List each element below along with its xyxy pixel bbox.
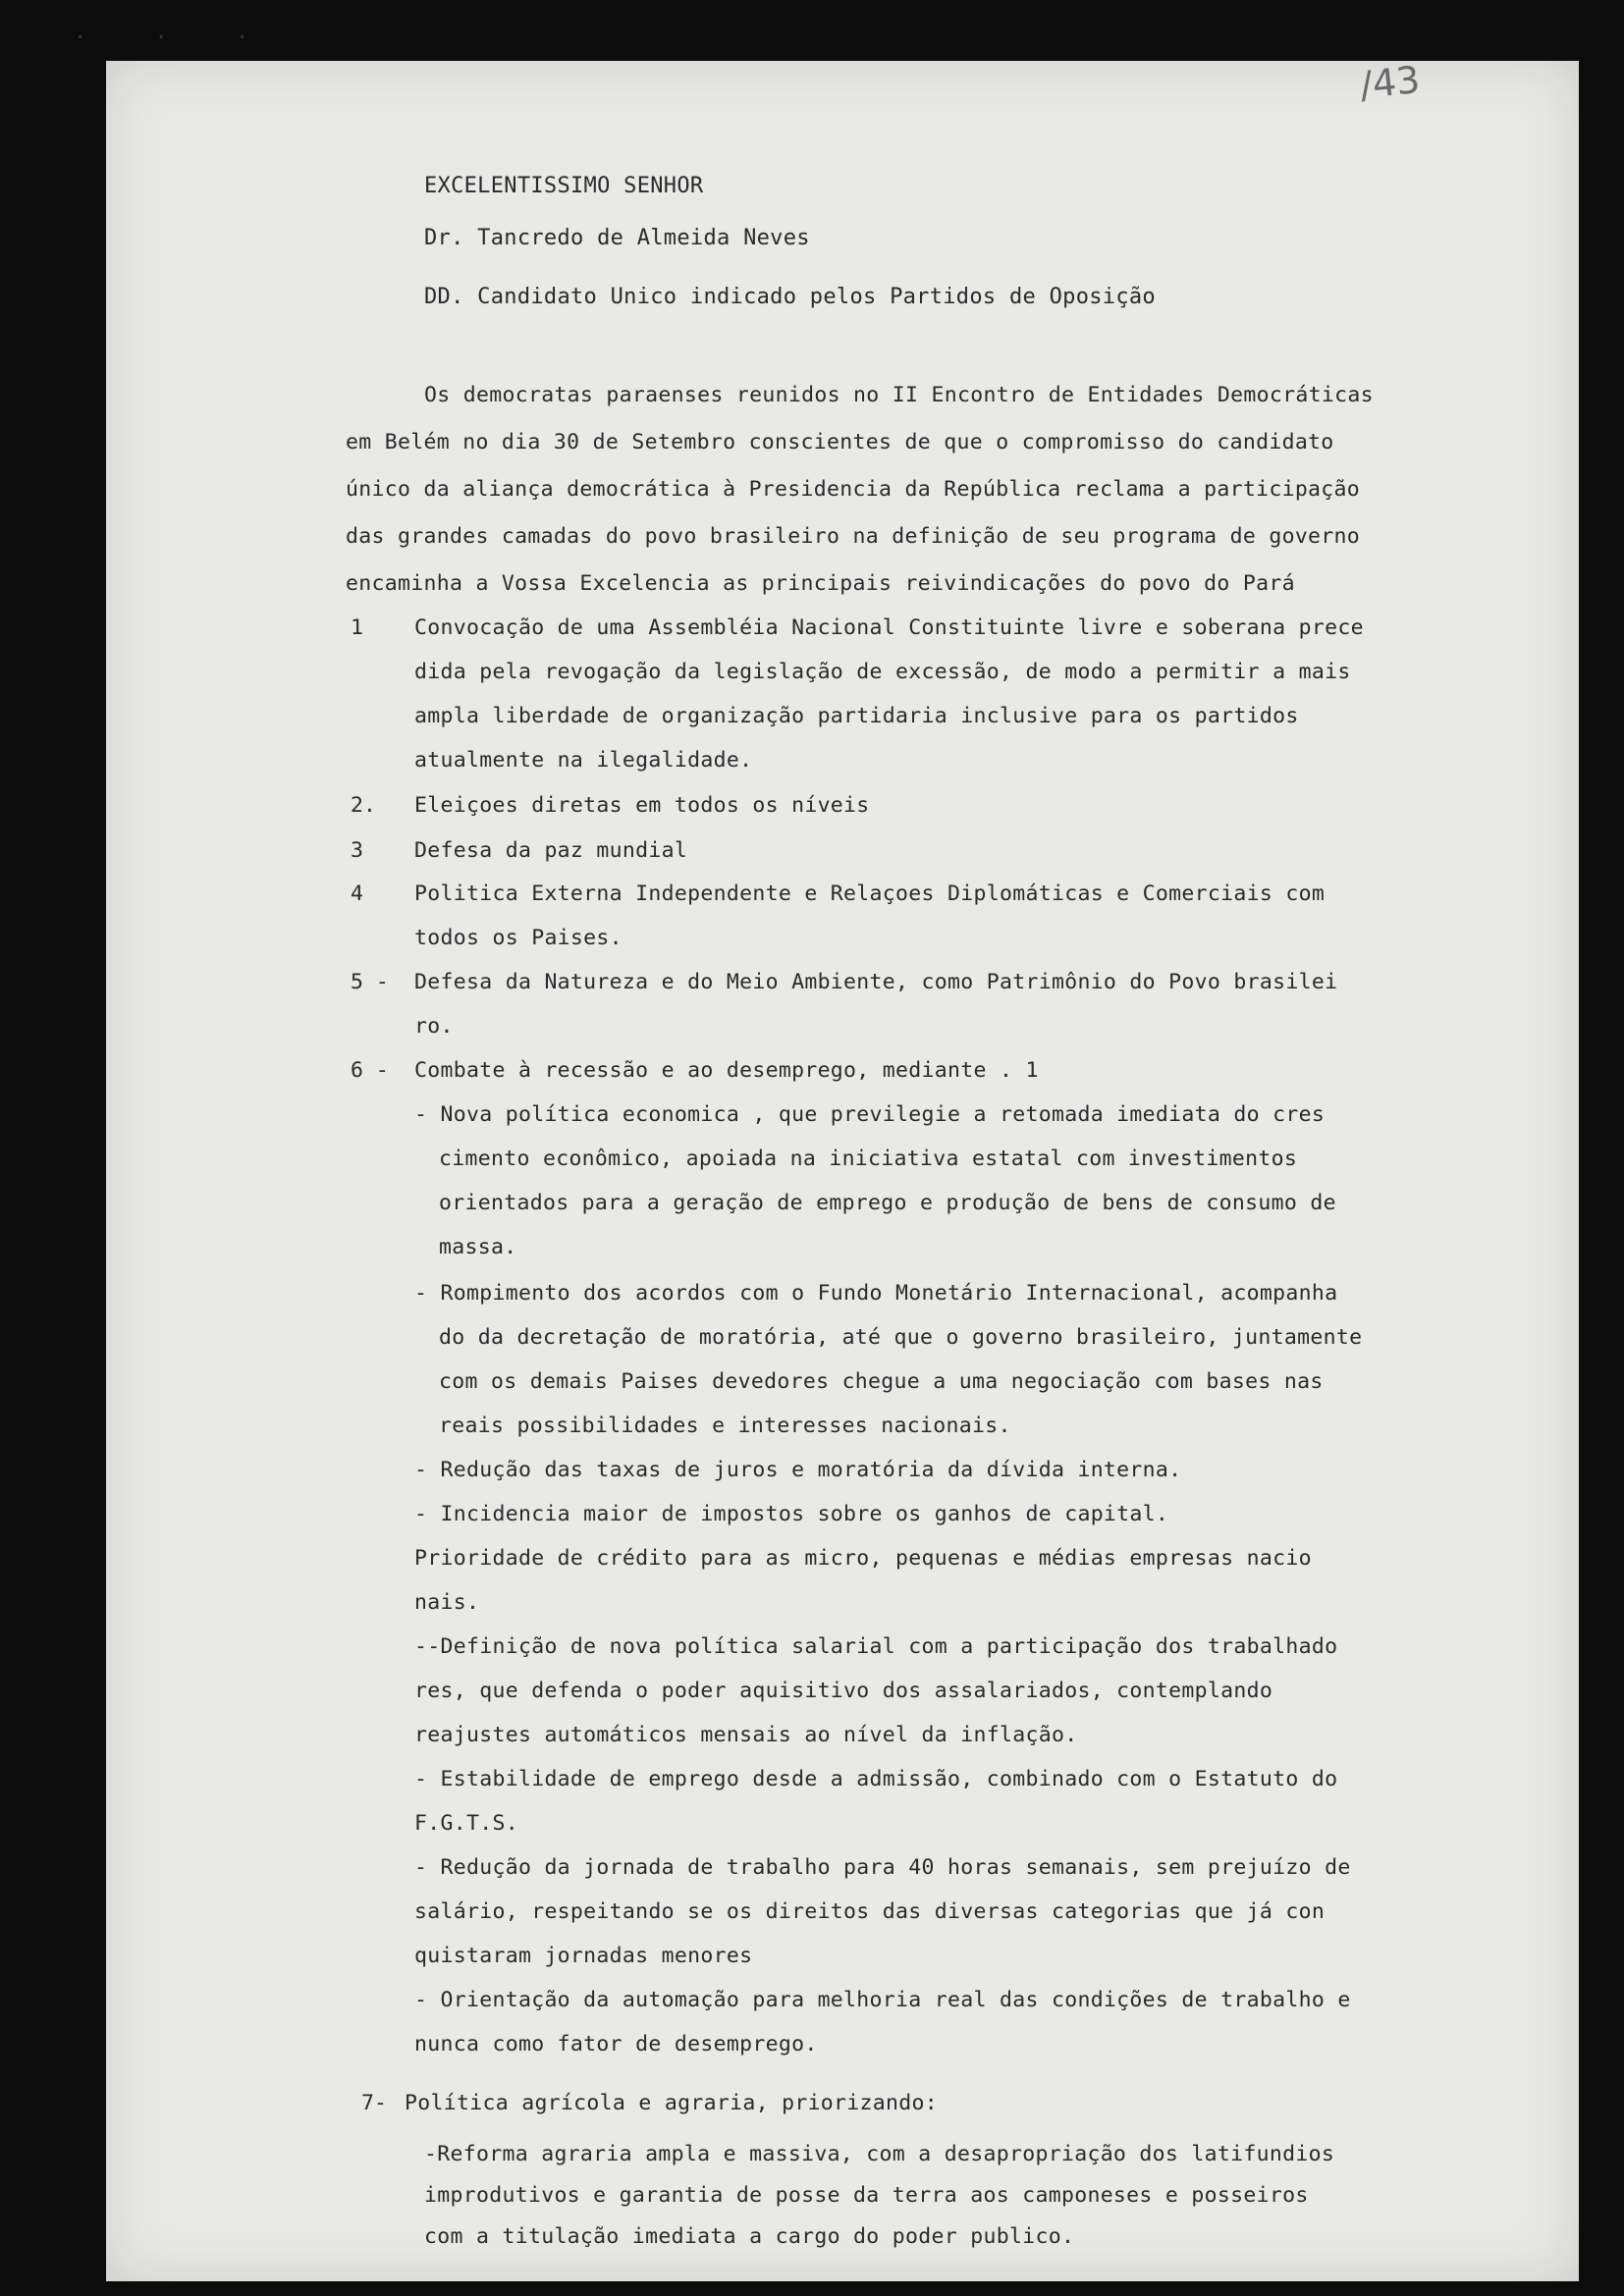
page-number: /43 xyxy=(1357,57,1423,108)
item-line: atualmente na ilegalidade. xyxy=(414,748,753,773)
recipient-title: DD. Candidato Unico indicado pelos Partidos de Oposição xyxy=(424,285,1156,309)
subitem-line: - Nova política economica , que previlegie a retomada imediata do cres xyxy=(414,1102,1326,1127)
item-line: ampla liberdade de organização partidaria inclusive para os partidos xyxy=(414,704,1299,728)
item-line: Política agrícola e agraria, priorizando: xyxy=(405,2091,939,2115)
item-line: Defesa da paz mundial xyxy=(414,838,688,863)
subitem-line: -Reforma agraria ampla e massiva, com a desapropriação dos latifundios xyxy=(424,2142,1335,2166)
intro-line: em Belém no dia 30 de Setembro conscientes de que o compromisso do candidato xyxy=(346,430,1334,454)
item-line: Combate à recessão e ao desemprego, mediante . 1 xyxy=(414,1058,1039,1083)
intro-line: Os democratas paraenses reunidos no II Encontro de Entidades Democráticas xyxy=(424,383,1374,407)
intro-line: das grandes camadas do povo brasileiro na definição de seu programa de governo xyxy=(346,524,1361,549)
subitem-line: Prioridade de crédito para as micro, pequenas e médias empresas nacio xyxy=(414,1546,1312,1571)
intro-line: único da aliança democrática à Presidencia da República reclama a participação xyxy=(346,477,1361,502)
subitem-line: cimento econômico, apoiada na iniciativa estatal com investimentos xyxy=(439,1147,1298,1171)
item-line: dida pela revogação da legislação de excessão, de modo a permitir a mais xyxy=(414,660,1351,684)
subitem-line: - Estabilidade de emprego desde a admissão, combinado com o Estatuto do xyxy=(414,1767,1338,1791)
intro-line: encaminha a Vossa Excelencia as principais reivindicações do povo do Pará xyxy=(346,571,1295,596)
item-number: 4 xyxy=(351,881,363,906)
subitem-line: orientados para a geração de emprego e produção de bens de consumo de xyxy=(439,1191,1336,1215)
subitem-line: massa. xyxy=(439,1235,517,1259)
subitem-line: salário, respeitando se os direitos das diversas categorias que já con xyxy=(414,1899,1326,1924)
subitem-line: reajustes automáticos mensais ao nível da inflação. xyxy=(414,1723,1078,1747)
item-line: ro. xyxy=(414,1014,454,1039)
subitem-line: res, que defenda o poder aquisitivo dos assalariados, contemplando xyxy=(414,1679,1273,1703)
subitem-line: - Incidencia maior de impostos sobre os ganhos de capital. xyxy=(414,1502,1169,1526)
salutation: EXCELENTISSIMO SENHOR xyxy=(424,174,704,198)
subitem-line: improdutivos e garantia de posse da terra aos camponeses e posseiros xyxy=(424,2183,1309,2208)
margin-marks: . . . xyxy=(74,20,277,44)
item-line: Politica Externa Independente e Relaçoes Diplomáticas e Comerciais com xyxy=(414,881,1326,906)
item-line: Eleiçoes diretas em todos os níveis xyxy=(414,793,870,818)
item-line: todos os Paises. xyxy=(414,926,623,950)
item-number: 1 xyxy=(351,615,363,640)
subitem-line: - Rompimento dos acordos com o Fundo Monetário Internacional, acompanha xyxy=(414,1281,1338,1306)
item-number: 2. xyxy=(351,793,376,818)
subitem-line: quistaram jornadas menores xyxy=(414,1944,753,1968)
subitem-line: nunca como fator de desemprego. xyxy=(414,2032,818,2056)
item-number: 7- xyxy=(361,2091,387,2115)
subitem-line: - Redução das taxas de juros e moratória da dívida interna. xyxy=(414,1458,1182,1482)
item-line: Defesa da Natureza e do Meio Ambiente, como Patrimônio do Povo brasilei xyxy=(414,970,1338,994)
subitem-line: - Redução da jornada de trabalho para 40 horas semanais, sem prejuízo de xyxy=(414,1855,1351,1880)
recipient-name: Dr. Tancredo de Almeida Neves xyxy=(424,226,810,250)
item-number: 5 - xyxy=(351,970,389,994)
item-number: 6 - xyxy=(351,1058,389,1083)
item-number: 3 xyxy=(351,838,363,863)
subitem-line: F.G.T.S. xyxy=(414,1811,518,1836)
subitem-line: nais. xyxy=(414,1590,480,1615)
subitem-line: reais possibilidades e interesses nacionais. xyxy=(439,1414,1011,1438)
subitem-line: com a titulação imediata a cargo do poder publico. xyxy=(424,2224,1075,2249)
subitem-line: com os demais Paises devedores chegue a uma negociação com bases nas xyxy=(439,1369,1324,1394)
subitem-line: --Definição de nova política salarial com a participação dos trabalhado xyxy=(414,1634,1338,1659)
subitem-line: - Orientação da automação para melhoria real das condições de trabalho e xyxy=(414,1988,1351,2012)
subitem-line: do da decretação de moratória, até que o governo brasileiro, juntamente xyxy=(439,1325,1363,1350)
item-line: Convocação de uma Assembléia Nacional Constituinte livre e soberana prece xyxy=(414,615,1364,640)
